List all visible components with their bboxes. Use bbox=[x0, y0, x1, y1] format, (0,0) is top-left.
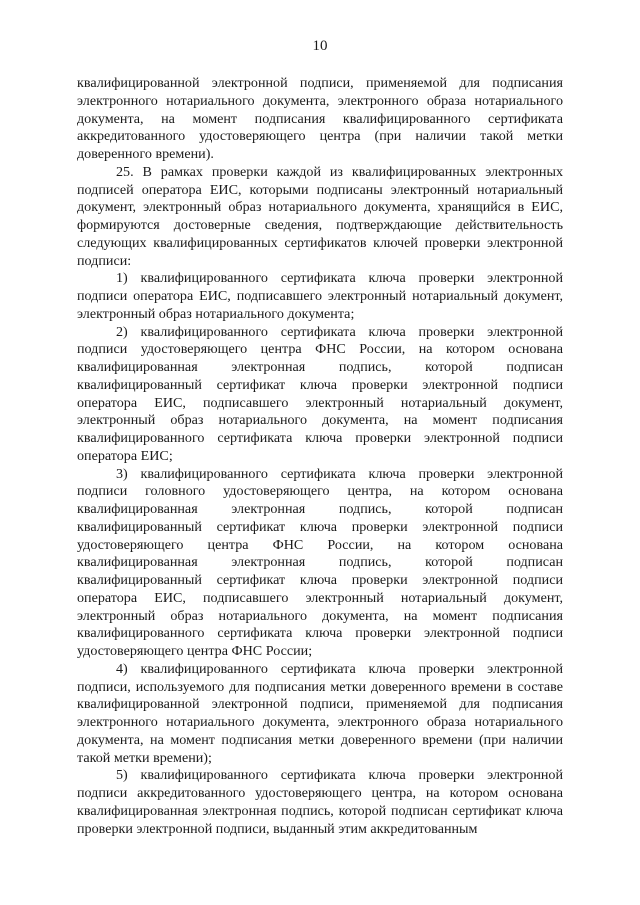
paragraph-subitem-5: 5) квалифицированного сертификата ключа проверки электронной подписи аккредитованного удостоверяющего центра, на котором основана квалифицированная электронная подпись, которой подписан сертификат ключа проверки электронной подписи, выданный этим аккредитованным bbox=[77, 767, 563, 837]
page-number: 10 bbox=[312, 38, 328, 54]
paragraph-subitem-1: 1) квалифицированного сертификата ключа проверки электронной подписи оператора ЕИС, подписавшего электронный нотариальный документ, электронный образ нотариального документа; bbox=[77, 270, 563, 322]
paragraph-continuation: квалифицированной электронной подписи, применяемой для подписания электронного нотариального документа, электронного образа нотариального документа, на момент подписания квалифицированного сертификата аккредитованного удостоверяющего центра (при наличии такой метки доверенного времени). bbox=[77, 75, 563, 162]
paragraph-subitem-4: 4) квалифицированного сертификата ключа проверки электронной подписи, используемого для подписания метки доверенного времени в составе квалифицированной электронной подписи, применяемой для подписания электронного нотариального документа, электронного образа нотариального документа, на момент подписания метки доверенного времени (при наличии такой метки времени); bbox=[77, 660, 563, 766]
paragraph-subitem-2: 2) квалифицированного сертификата ключа проверки электронной подписи удостоверяющего центра ФНС России, на котором основана квалифицированная электронная подпись, которой подписан квалифицированный сертификат ключа проверки электронной подписи оператора ЕИС, подписавшего электронный нотариальный документ, электронный образ нотариального документа, на момент подписания квалифицированного сертификата ключа проверки электронной подписи оператора ЕИС; bbox=[77, 323, 563, 464]
paragraph-item-25: 25. В рамках проверки каждой из квалифицированных электронных подписей оператора ЕИС, которыми подписаны электронный нотариальный документ, электронный образ нотариального документа, хранящийся в ЕИС, формируются достоверные сведения, подтверждающие действительность следующих квалифицированных сертификатов ключей проверки электронной подписи: bbox=[77, 163, 563, 269]
paragraph-subitem-3: 3) квалифицированного сертификата ключа проверки электронной подписи головного удостоверяющего центра, на котором основана квалифицированная электронная подпись, которой подписан квалифицированный сертификат ключа проверки электронной подписи удостоверяющего центра ФНС России, на котором основана квалифицированная электронная подпись, которой подписан квалифицированный сертификат ключа проверки электронной подписи оператора ЕИС, подписавшего электронный нотариальный документ, электронный образ нотариального документа, на момент подписания квалифицированного сертификата ключа проверки электронной подписи удостоверяющего центра ФНС России; bbox=[77, 465, 563, 659]
document-body bbox=[77, 75, 563, 838]
